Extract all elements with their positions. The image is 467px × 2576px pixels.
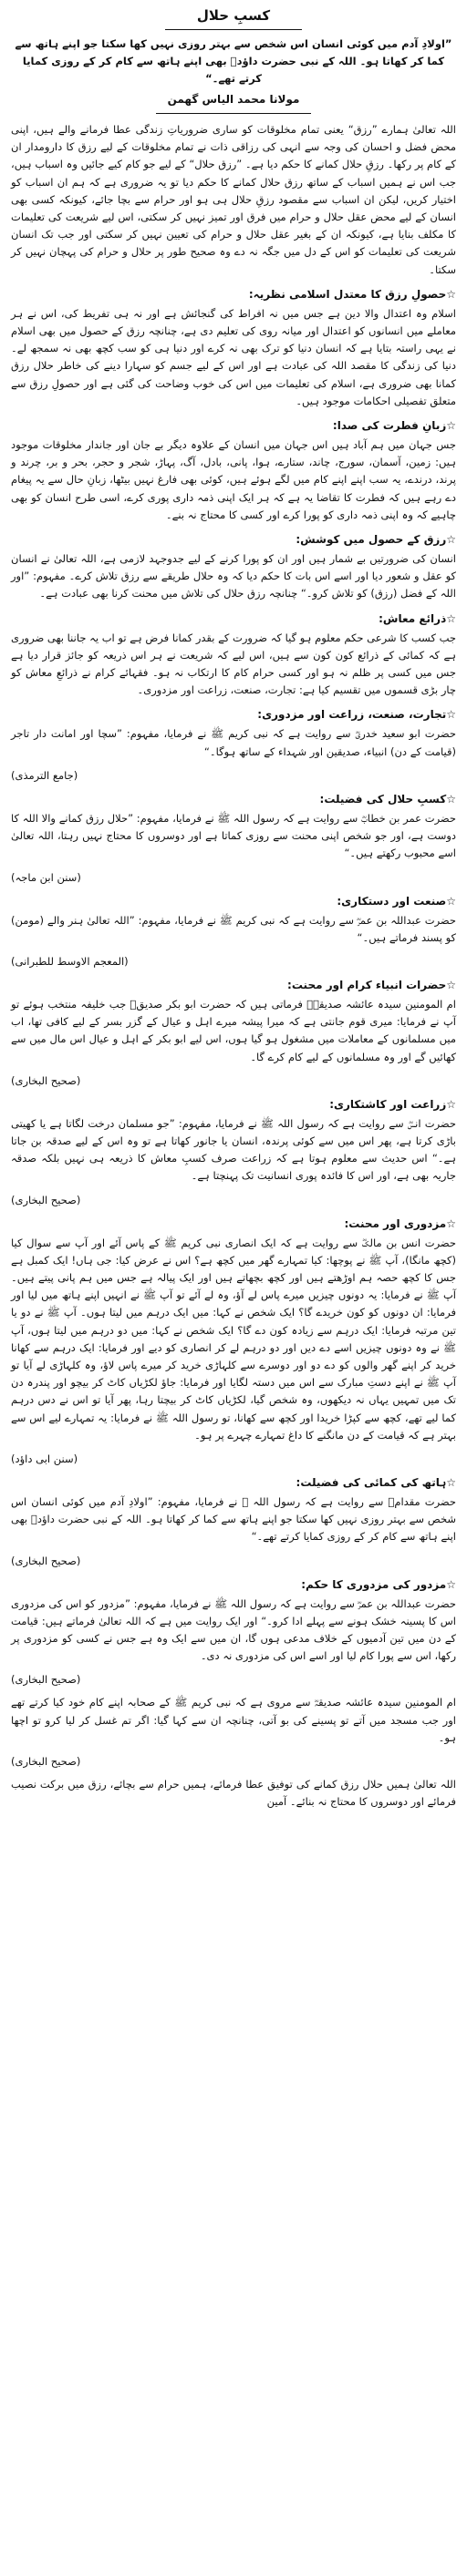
section-heading: ☆صنعت اور دستکاری: (337, 894, 456, 908)
paragraph: اللہ تعالیٰ ہمارے ”رزق“ یعنی تمام مخلوقات کو ساری ضروریاتِ زندگی عطا فرمانے والے ہیں، اپنی محض فضل و احسان کی وجہ سے انہی کی رزاقی ذات نے تمام مخلوقات کے لیے رزق کا دارومدار ان کے کام پر رکھا۔ رزقِ حلال کمانے کا حکم دیا ہے۔ ”رزق حلال“ کے لیے جو کام کیے جائیں وہ اسباب ہیں، جب اس نے ہمیں اسباب کے ساتھ رزق حلال کمانے کا حکم دیا تو یہ ضروری ہے کہ ہم ان اسباب کو اختیار کریں، لیکن ان اسباب سے مقصود رزقِ حلال ہی ہو اور حرام سے بچا جائے، کیونکہ کسی بھی انسان کے لیے محض عقل حلال و حرام میں فرق اور تمیز نہیں کر سکتی، اس لیے شریعت کی تعلیمات کا مکلف بنایا ہے، کیونکہ ان کے بغیر عقل حلال و حرام کی تعیین نہیں کر سکتی اور جب تک انسان شریعت کی تعلیمات کو اس کے دل میں جگہ نہ دے وہ صحیح طور پر حلال و حرام کی پہچان نہیں کر سکتا۔ (11, 123, 456, 276)
paragraph: حضرت ابو سعید خدریؓ سے روایت ہے کہ نبی کریم ﷺ نے فرمایا، مفہوم: ”سچا اور امانت دار تاجر (قیامت کے دن) انبیاء، صدیقین اور شہداء کے ساتھ ہوگا۔“ (11, 727, 456, 758)
section-heading: ☆رزق کے حصول میں کوشش: (296, 533, 456, 547)
section-heading: ☆مزدور کی مزدوری کا حکم: (301, 1577, 456, 1591)
title-divider (165, 29, 302, 30)
citation: (سنن ابن ماجہ) (11, 870, 81, 884)
byline-divider (156, 113, 311, 114)
author-byline: مولانا محمد الیاس گھمن (167, 93, 300, 106)
section-heading: ☆حصولِ رزق کا معتدل اسلامی نظریہ: (248, 287, 456, 301)
section-heading: ☆حضرات انبیاء کرام اور محنت: (287, 978, 456, 991)
citation: (جامع الترمذی) (11, 768, 78, 782)
paragraph: جب کسب کا شرعی حکم معلوم ہو گیا کہ ضرورت کے بقدر کمانا فرض ہے تو اب یہ جاننا بھی ضروری ہے کہ کمائی کے ذرائع کون کون سے ہیں، اس لیے کہ شریعت نے ہر اس ذریعہ کو جائز قرار دیا ہے جس میں کسی پر ظلم نہ ہو اور کسی حرام کام کا ارتکاب نہ ہو۔ فقہائے کرام نے ذرائعِ معاش کو چار بڑی قسموں میں تقسیم کیا ہے: تجارت، صنعت، زراعت اور مزدوری۔ (11, 631, 456, 697)
section-heading: ☆مزدوری اور محنت: (344, 1216, 456, 1230)
citation: (صحیح البخاری) (11, 1073, 81, 1087)
paragraph: حضرت انسؓ سے روایت ہے کہ رسول اللہ ﷺ نے فرمایا، مفہوم: ”جو مسلمان درخت لگاتا ہے یا کھیتی باڑی کرتا ہے، پھر اس میں سے کوئی پرندہ، انسان یا جانور کھاتا ہے تو وہ اس کے لیے صدقہ بن جاتا ہے۔“ اس حدیث سے معلوم ہوتا ہے کہ زراعت صرف کسبِ معاش کا ذریعہ ہی نہیں بلکہ صدقہ جاریہ بھی ہے، اور اس کا فائدہ پوری انسانیت تک پہنچتا ہے۔ (11, 1116, 456, 1183)
section-heading: ☆زراعت اور کاشتکاری: (329, 1097, 456, 1111)
citation: (صحیح البخاری) (11, 1193, 81, 1206)
intro-quote: ”اولادِ آدم میں کوئی انسان اس شخص سے بہتر روزی نہیں کھا سکتا جو اپنے ہاتھ سے کما کر کھاتا ہو۔ اللہ کے نبی حضرت داؤدؑ بھی اپنے ہاتھ سے کام کر کے روزی کمایا کرتے تھے۔“ (15, 37, 452, 85)
citation: (صحیح البخاری) (11, 1755, 81, 1768)
citation: (صحیح البخاری) (11, 1554, 81, 1567)
citation: (المعجم الاوسط للطبرانی) (11, 954, 129, 968)
paragraph: حضرت عبداللہ بن عمرؓ سے روایت ہے کہ نبی کریم ﷺ نے فرمایا، مفہوم: ”اللہ تعالیٰ ہنر والے (مومن) کو پسند فرماتے ہیں۔“ (11, 913, 456, 944)
paragraph: ام المومنین سیدہ عائشہ صدیقہؓ سے مروی ہے کہ نبی کریم ﷺ کے صحابہ اپنے کام خود کیا کرتے تھے اور جب مسجد میں آتے تو پسینے کی بو آتی، چنانچہ ان سے کہا گیا: اگر تم غسل کر لیا کرو تو اچھا ہو۔ (11, 1696, 456, 1744)
paragraph: جس جہان میں ہم آباد ہیں اس جہان میں انسان کے علاوہ دیگر بے جان اور جاندار مخلوقات موجود ہیں: زمین، آسمان، سورج، چاند، ستارے، ہوا، پانی، بادل، آگ، پہاڑ، شجر و حجر، بحر و بر، چرند و پرند، درندے، یہ سب اپنے اپنے کام میں لگے ہوئے ہیں، کوئی بھی فارغ نہیں بیٹھا، زبانِ حال سے یہ پیغام دے رہے ہیں کہ فطرت کا تقاضا یہ ہے کہ ہر ایک اپنی ذمہ داری پوری کرے، اسی طرح انسان کو بھی چاہیے کہ وہ اپنی ذمہ داری کو پورا کرے اور کسی کا محتاج نہ بنے۔ (11, 438, 456, 521)
section-heading: ☆ذرائع معاش: (379, 611, 456, 625)
section-heading: ☆تجارت، صنعت، زراعت اور مزدوری: (257, 708, 456, 722)
paragraph: انسان کی ضرورتیں بے شمار ہیں اور ان کو پورا کرنے کے لیے جدوجہد لازمی ہے، اللہ تعالیٰ نے انسان کو عقل و شعور دیا اور اسے اس بات کا حکم دیا کہ وہ حلال طریقے سے رزق تلاش کرے۔ مفہوم: ”اور اللہ کے فضل (رزق) کو تلاش کرو۔“ چنانچہ رزق حلال کی تلاش میں محنت کرنا بھی عبادت ہے۔ (11, 552, 456, 600)
paragraph: حضرت مقدامؓ سے روایت ہے کہ رسول اللہ ﷺ نے فرمایا، مفہوم: ”اولادِ آدم میں کوئی انسان اس شخص سے بہتر روزی نہیں کھا سکتا جو اپنے ہاتھ سے کما کر کھاتا ہو۔ اللہ کے نبی حضرت داؤدؑ بھی اپنے ہاتھ سے کام کر کے روزی کمایا کرتے تھے۔“ (11, 1494, 456, 1544)
closing-paragraph: اللہ تعالیٰ ہمیں حلال رزق کمانے کی توفیق عطا فرمائے، ہمیں حرام سے بچائے، رزق میں برکت نصیب فرمائے اور دوسروں کا محتاج نہ بنائے۔ آمین (11, 1778, 456, 1809)
citation: (صحیح البخاری) (11, 1673, 81, 1687)
paragraph: حضرت عبداللہ بن عمرؓ سے روایت ہے کہ رسول اللہ ﷺ نے فرمایا، مفہوم: ”مزدور کو اس کی مزدوری اس کا پسینہ خشک ہونے سے پہلے ادا کرو۔“ اور ایک روایت میں ہے کہ اللہ تعالیٰ فرماتے ہیں: قیامت کے دن میں تین آدمیوں کے خلاف مدعی ہوں گا، ان میں سے ایک وہ ہے جس نے کسی کو مزدوری پر رکھا، اس سے پورا کام لیا اور اسے اس کی مزدوری نہ دی۔ (11, 1596, 456, 1663)
section-heading: ☆ہاتھ کی کمائی کی فضیلت: (296, 1475, 456, 1489)
paragraph: اسلام وہ اعتدال والا دین ہے جس میں نہ افراط کی گنجائش ہے اور نہ ہی تفریط کی، اس نے ہر معاملے میں انسانوں کو اعتدال اور میانہ روی کی تعلیم دی ہے، چنانچہ رزق کے حصول میں بھی اسلام نے یہی راستہ بتایا ہے کہ انسان دنیا کو ترک بھی نہ کرے اور دنیا ہی کو سب کچھ بھی نہ سمجھ لے۔ دنیا کی زندگی کا مقصد اللہ کی عبادت ہے اور اس کے لیے جسم کو سہارا دینے کی خاطر حلال رزق کمانا بھی ضروری ہے، اسلام کی تعلیمات میں اس کی خوب وضاحت کی گئی ہے اور حصولِ رزق سے متعلق تفصیلی احکامات موجود ہیں۔ (11, 306, 456, 407)
section-heading: ☆کسبِ حلال کی فضیلت: (319, 792, 456, 806)
article-title: کسبِ حلال (196, 7, 271, 24)
paragraph: حضرت عمر بن خطابؓ سے روایت ہے کہ رسول اللہ ﷺ نے فرمایا، مفہوم: ”حلال رزق کمانے والا اللہ کا دوست ہے، اور جو شخص اپنی محنت سے روزی کماتا ہے اور دوسروں کا محتاج نہیں رہتا، اللہ تعالیٰ اسے محبوب رکھتے ہیں۔“ (11, 811, 456, 860)
paragraph: ام المومنین سیدہ عائشہ صدیقہؓ فرماتی ہیں کہ حضرت ابو بکر صدیقؓ جب خلیفہ منتخب ہوئے تو آپ نے فرمایا: میری قوم جانتی ہے کہ میرا پیشہ میرے اہل و عیال کے گزر بسر کے لیے کافی تھا، اب میں مسلمانوں کے معاملات میں مشغول ہو گیا ہوں، اس لیے ابو بکر کے اہل و عیال اس مال میں سے کھائیں گے اور وہ مسلمانوں کے لیے کام کرے گا۔ (11, 997, 456, 1063)
section-heading: ☆زبانِ فطرت کی صدا: (332, 419, 456, 433)
citation: (سنن ابی داؤد) (11, 1452, 78, 1465)
paragraph: حضرت انس بن مالکؓ سے روایت ہے کہ ایک انصاری نبی کریم ﷺ کے پاس آئے اور آپ سے سوال کیا (کچھ مانگا)، آپ ﷺ نے پوچھا: کیا تمہارے گھر میں کچھ ہے؟ اس نے عرض کیا: جی ہاں! ایک کمبل ہے جس کا کچھ حصہ ہم اوڑھتے ہیں اور کچھ بچھاتے ہیں اور ایک پیالہ ہے جس میں ہم پانی پیتے ہیں۔ آپ ﷺ نے فرمایا: یہ دونوں چیزیں میرے پاس لے آؤ، وہ لے آئے تو آپ ﷺ نے انہیں اپنے ہاتھ میں لیا اور فرمایا: ان دونوں کو کون خریدے گا؟ ایک شخص نے کہا: میں ایک درہم میں لیتا ہوں۔ آپ ﷺ نے دو یا تین مرتبہ فرمایا: ایک درہم سے زیادہ کون دے گا؟ ایک شخص نے کہا: میں دو درہم میں لیتا ہوں، آپ ﷺ نے وہ دونوں چیزیں اسے دے دیں اور دو درہم لے کر انصاری کو دیے اور فرمایا: ایک درہم سے کھانا خرید کر اپنے گھر والوں کو دے دو اور دوسرے سے کلہاڑی خرید کر میرے پاس لاؤ، وہ کلہاڑی لے آیا تو آپ ﷺ نے اپنے دستِ مبارک سے اس میں دستہ لگایا اور فرمایا: جاؤ لکڑیاں کاٹ کر بیچو اور پندرہ دن تک میں تمہیں یہاں نہ دیکھوں، وہ شخص گیا، لکڑیاں کاٹ کر بیچتا رہا، پھر آیا تو اس نے دس درہم کما لیے تھے، کچھ سے کپڑا خریدا اور کچھ سے کھانا، تو رسول اللہ ﷺ نے فرمایا: یہ تمہارے لیے اس سے بہتر ہے کہ قیامت کے دن مانگنے کا داغ تمہارے چہرے پر ہو۔ (11, 1236, 456, 1442)
